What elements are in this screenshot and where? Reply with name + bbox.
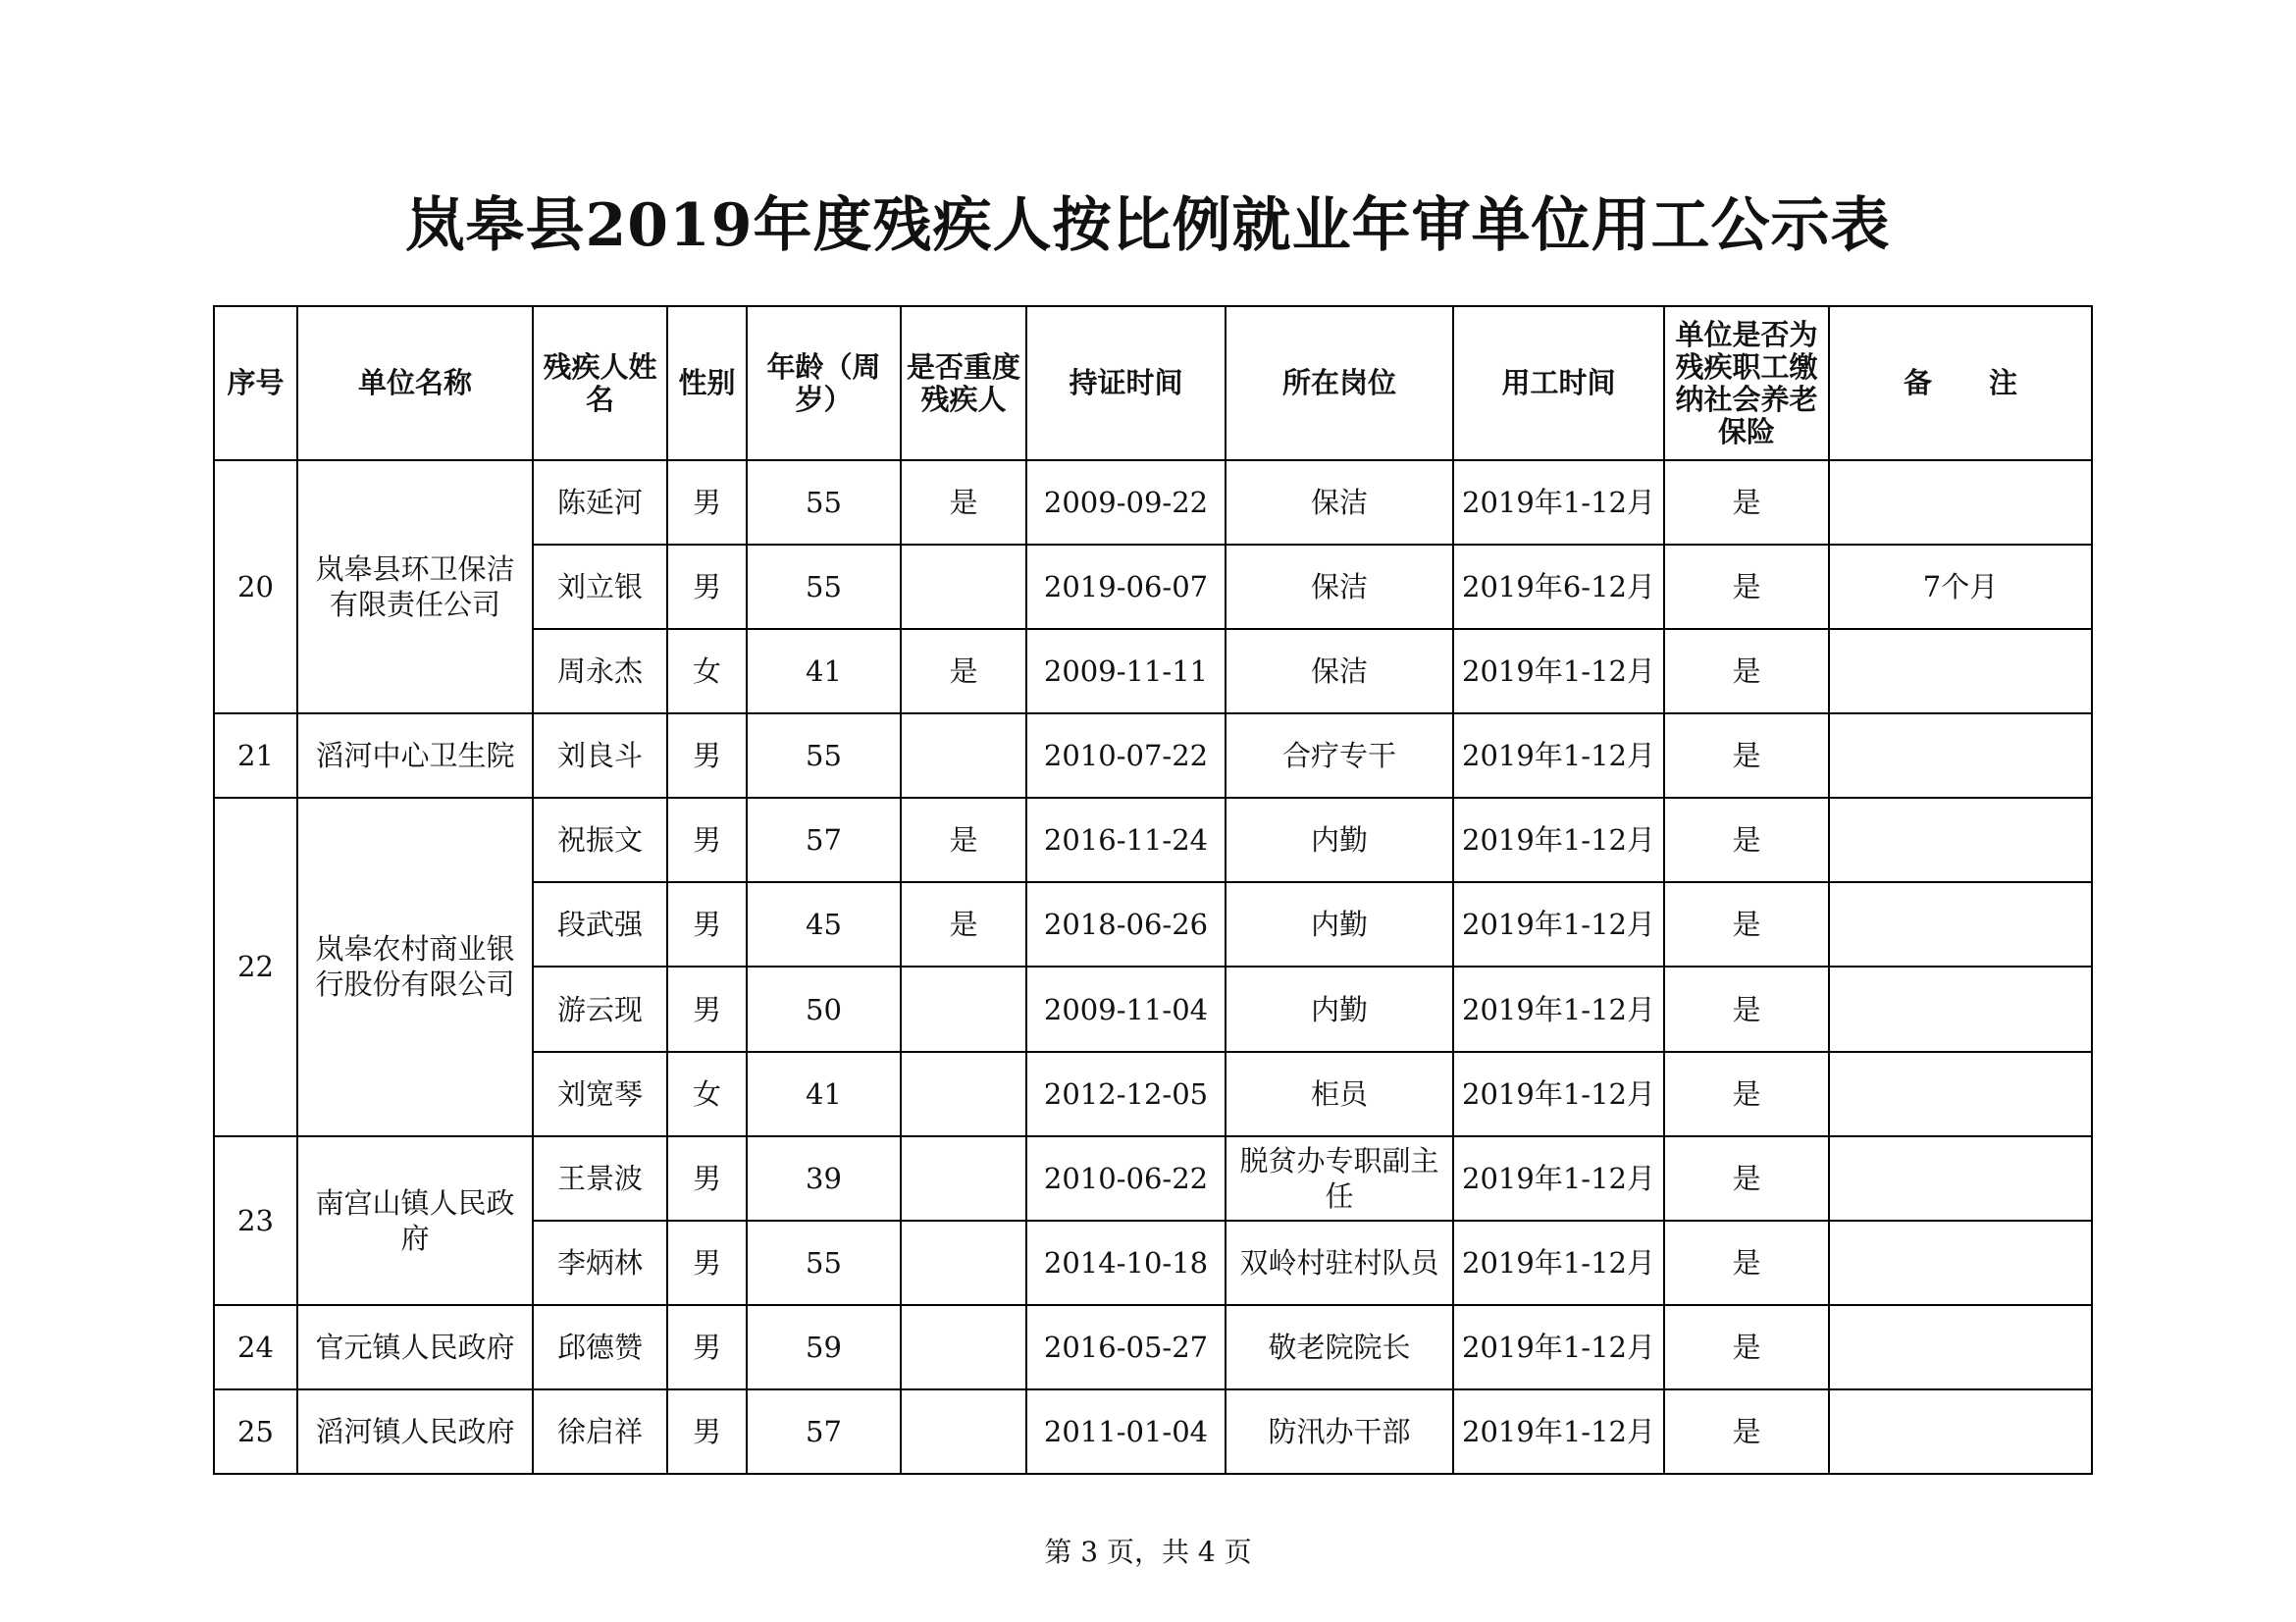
cell-name: 祝振文 bbox=[533, 798, 667, 882]
cell-gender: 女 bbox=[667, 1052, 747, 1136]
cell-severe: 是 bbox=[901, 460, 1026, 545]
cell-employ-period: 2019年1-12月 bbox=[1453, 1052, 1664, 1136]
cell-position: 敬老院院长 bbox=[1226, 1305, 1453, 1389]
cell-insurance: 是 bbox=[1664, 882, 1829, 967]
header-name: 残疾人姓名 bbox=[533, 306, 667, 460]
cell-severe: 是 bbox=[901, 798, 1026, 882]
cell-position: 保洁 bbox=[1226, 460, 1453, 545]
cell-cert-date: 2016-05-27 bbox=[1026, 1305, 1226, 1389]
cell-gender: 男 bbox=[667, 798, 747, 882]
cell-cert-date: 2016-11-24 bbox=[1026, 798, 1226, 882]
cell-age: 57 bbox=[747, 1389, 901, 1474]
table-row bbox=[214, 1305, 2092, 1389]
cell-employ-period: 2019年1-12月 bbox=[1453, 713, 1664, 798]
cell-position: 合疗专干 bbox=[1226, 713, 1453, 798]
cell-position: 内勤 bbox=[1226, 967, 1453, 1051]
cell-employ-period: 2019年1-12月 bbox=[1453, 882, 1664, 967]
cell-unit: 岚皋县环卫保洁有限责任公司 bbox=[297, 460, 533, 713]
cell-gender: 男 bbox=[667, 1389, 747, 1474]
cell-age: 50 bbox=[747, 967, 901, 1051]
cell-cert-date: 2018-06-26 bbox=[1026, 882, 1226, 967]
cell-employ-period: 2019年1-12月 bbox=[1453, 798, 1664, 882]
header-cert-date: 持证时间 bbox=[1026, 306, 1226, 460]
cell-gender: 男 bbox=[667, 460, 747, 545]
cell-age: 59 bbox=[747, 1305, 901, 1389]
cell-employ-period: 2019年1-12月 bbox=[1453, 1305, 1664, 1389]
cell-insurance: 是 bbox=[1664, 1389, 1829, 1474]
cell-name: 王景波 bbox=[533, 1136, 667, 1221]
cell-cert-date: 2019-06-07 bbox=[1026, 545, 1226, 629]
table-row bbox=[214, 798, 2092, 882]
cell-age: 45 bbox=[747, 882, 901, 967]
cell-name: 周永杰 bbox=[533, 629, 667, 713]
cell-remarks: 7个月 bbox=[1829, 545, 2092, 629]
cell-cert-date: 2014-10-18 bbox=[1026, 1221, 1226, 1305]
cell-gender: 男 bbox=[667, 1221, 747, 1305]
cell-employ-period: 2019年6-12月 bbox=[1453, 545, 1664, 629]
header-unit: 单位名称 bbox=[297, 306, 533, 460]
cell-insurance: 是 bbox=[1664, 713, 1829, 798]
header-employ-period: 用工时间 bbox=[1453, 306, 1664, 460]
cell-cert-date: 2009-09-22 bbox=[1026, 460, 1226, 545]
cell-insurance: 是 bbox=[1664, 798, 1829, 882]
cell-cert-date: 2009-11-11 bbox=[1026, 629, 1226, 713]
table-row bbox=[214, 713, 2092, 798]
cell-unit: 滔河镇人民政府 bbox=[297, 1389, 533, 1474]
cell-remarks bbox=[1829, 1389, 2092, 1474]
cell-severe bbox=[901, 1052, 1026, 1136]
cell-remarks bbox=[1829, 798, 2092, 882]
cell-position: 保洁 bbox=[1226, 629, 1453, 713]
cell-cert-date: 2012-12-05 bbox=[1026, 1052, 1226, 1136]
cell-employ-period: 2019年1-12月 bbox=[1453, 1221, 1664, 1305]
cell-remarks bbox=[1829, 1136, 2092, 1221]
cell-severe bbox=[901, 1305, 1026, 1389]
cell-cert-date: 2010-07-22 bbox=[1026, 713, 1226, 798]
cell-age: 39 bbox=[747, 1136, 901, 1221]
cell-severe bbox=[901, 713, 1026, 798]
header-gender: 性别 bbox=[667, 306, 747, 460]
cell-insurance: 是 bbox=[1664, 1136, 1829, 1221]
cell-position: 柜员 bbox=[1226, 1052, 1453, 1136]
cell-name: 徐启祥 bbox=[533, 1389, 667, 1474]
cell-severe: 是 bbox=[901, 629, 1026, 713]
cell-seq: 23 bbox=[214, 1136, 297, 1305]
table-body bbox=[214, 460, 2092, 1474]
cell-insurance: 是 bbox=[1664, 967, 1829, 1051]
cell-unit: 岚皋农村商业银行股份有限公司 bbox=[297, 798, 533, 1135]
cell-insurance: 是 bbox=[1664, 545, 1829, 629]
cell-name: 陈延河 bbox=[533, 460, 667, 545]
cell-insurance: 是 bbox=[1664, 1305, 1829, 1389]
cell-age: 55 bbox=[747, 545, 901, 629]
cell-seq: 21 bbox=[214, 713, 297, 798]
cell-gender: 男 bbox=[667, 1136, 747, 1221]
cell-unit: 滔河中心卫生院 bbox=[297, 713, 533, 798]
cell-gender: 男 bbox=[667, 882, 747, 967]
cell-insurance: 是 bbox=[1664, 629, 1829, 713]
employment-table bbox=[213, 305, 2093, 1475]
cell-name: 刘良斗 bbox=[533, 713, 667, 798]
cell-remarks bbox=[1829, 713, 2092, 798]
cell-name: 段武强 bbox=[533, 882, 667, 967]
cell-cert-date: 2010-06-22 bbox=[1026, 1136, 1226, 1221]
cell-name: 邱德赞 bbox=[533, 1305, 667, 1389]
cell-unit: 南宫山镇人民政府 bbox=[297, 1136, 533, 1305]
page-footer: 第 3 页，共 4 页 bbox=[1044, 1536, 1252, 1568]
page-title: 岚皋县2019年度残疾人按比例就业年审单位用工公示表 bbox=[405, 191, 1891, 260]
cell-insurance: 是 bbox=[1664, 460, 1829, 545]
cell-remarks bbox=[1829, 1221, 2092, 1305]
table-row bbox=[214, 460, 2092, 545]
cell-age: 57 bbox=[747, 798, 901, 882]
cell-remarks bbox=[1829, 1305, 2092, 1389]
cell-position: 内勤 bbox=[1226, 798, 1453, 882]
cell-employ-period: 2019年1-12月 bbox=[1453, 1136, 1664, 1221]
cell-severe: 是 bbox=[901, 882, 1026, 967]
cell-gender: 男 bbox=[667, 545, 747, 629]
cell-remarks bbox=[1829, 629, 2092, 713]
cell-gender: 男 bbox=[667, 967, 747, 1051]
cell-gender: 男 bbox=[667, 713, 747, 798]
cell-seq: 20 bbox=[214, 460, 297, 713]
cell-seq: 22 bbox=[214, 798, 297, 1135]
header-severe: 是否重度残疾人 bbox=[901, 306, 1026, 460]
cell-cert-date: 2009-11-04 bbox=[1026, 967, 1226, 1051]
cell-position: 双岭村驻村队员 bbox=[1226, 1221, 1453, 1305]
cell-unit: 官元镇人民政府 bbox=[297, 1305, 533, 1389]
cell-age: 55 bbox=[747, 713, 901, 798]
cell-gender: 男 bbox=[667, 1305, 747, 1389]
cell-position: 防汛办干部 bbox=[1226, 1389, 1453, 1474]
cell-severe bbox=[901, 1221, 1026, 1305]
cell-employ-period: 2019年1-12月 bbox=[1453, 1389, 1664, 1474]
table-header-row bbox=[214, 306, 2092, 460]
cell-position: 脱贫办专职副主任 bbox=[1226, 1136, 1453, 1221]
cell-insurance: 是 bbox=[1664, 1221, 1829, 1305]
cell-age: 55 bbox=[747, 460, 901, 545]
cell-severe bbox=[901, 967, 1026, 1051]
cell-remarks bbox=[1829, 967, 2092, 1051]
cell-employ-period: 2019年1-12月 bbox=[1453, 967, 1664, 1051]
header-insurance: 单位是否为残疾职工缴纳社会养老保险 bbox=[1664, 306, 1829, 460]
cell-name: 游云现 bbox=[533, 967, 667, 1051]
header-position: 所在岗位 bbox=[1226, 306, 1453, 460]
table-row bbox=[214, 1389, 2092, 1474]
header-remarks: 备 注 bbox=[1829, 306, 2092, 460]
cell-seq: 25 bbox=[214, 1389, 297, 1474]
cell-cert-date: 2011-01-04 bbox=[1026, 1389, 1226, 1474]
cell-employ-period: 2019年1-12月 bbox=[1453, 460, 1664, 545]
cell-age: 41 bbox=[747, 1052, 901, 1136]
cell-name: 刘宽琴 bbox=[533, 1052, 667, 1136]
cell-position: 内勤 bbox=[1226, 882, 1453, 967]
cell-age: 41 bbox=[747, 629, 901, 713]
cell-remarks bbox=[1829, 1052, 2092, 1136]
cell-severe bbox=[901, 1389, 1026, 1474]
header-seq: 序号 bbox=[214, 306, 297, 460]
header-age: 年龄（周岁） bbox=[747, 306, 901, 460]
cell-age: 55 bbox=[747, 1221, 901, 1305]
cell-position: 保洁 bbox=[1226, 545, 1453, 629]
cell-severe bbox=[901, 545, 1026, 629]
cell-severe bbox=[901, 1136, 1026, 1221]
cell-remarks bbox=[1829, 882, 2092, 967]
table-row bbox=[214, 1136, 2092, 1221]
cell-employ-period: 2019年1-12月 bbox=[1453, 629, 1664, 713]
cell-remarks bbox=[1829, 460, 2092, 545]
cell-insurance: 是 bbox=[1664, 1052, 1829, 1136]
cell-seq: 24 bbox=[214, 1305, 297, 1389]
cell-name: 李炳林 bbox=[533, 1221, 667, 1305]
cell-gender: 女 bbox=[667, 629, 747, 713]
cell-name: 刘立银 bbox=[533, 545, 667, 629]
